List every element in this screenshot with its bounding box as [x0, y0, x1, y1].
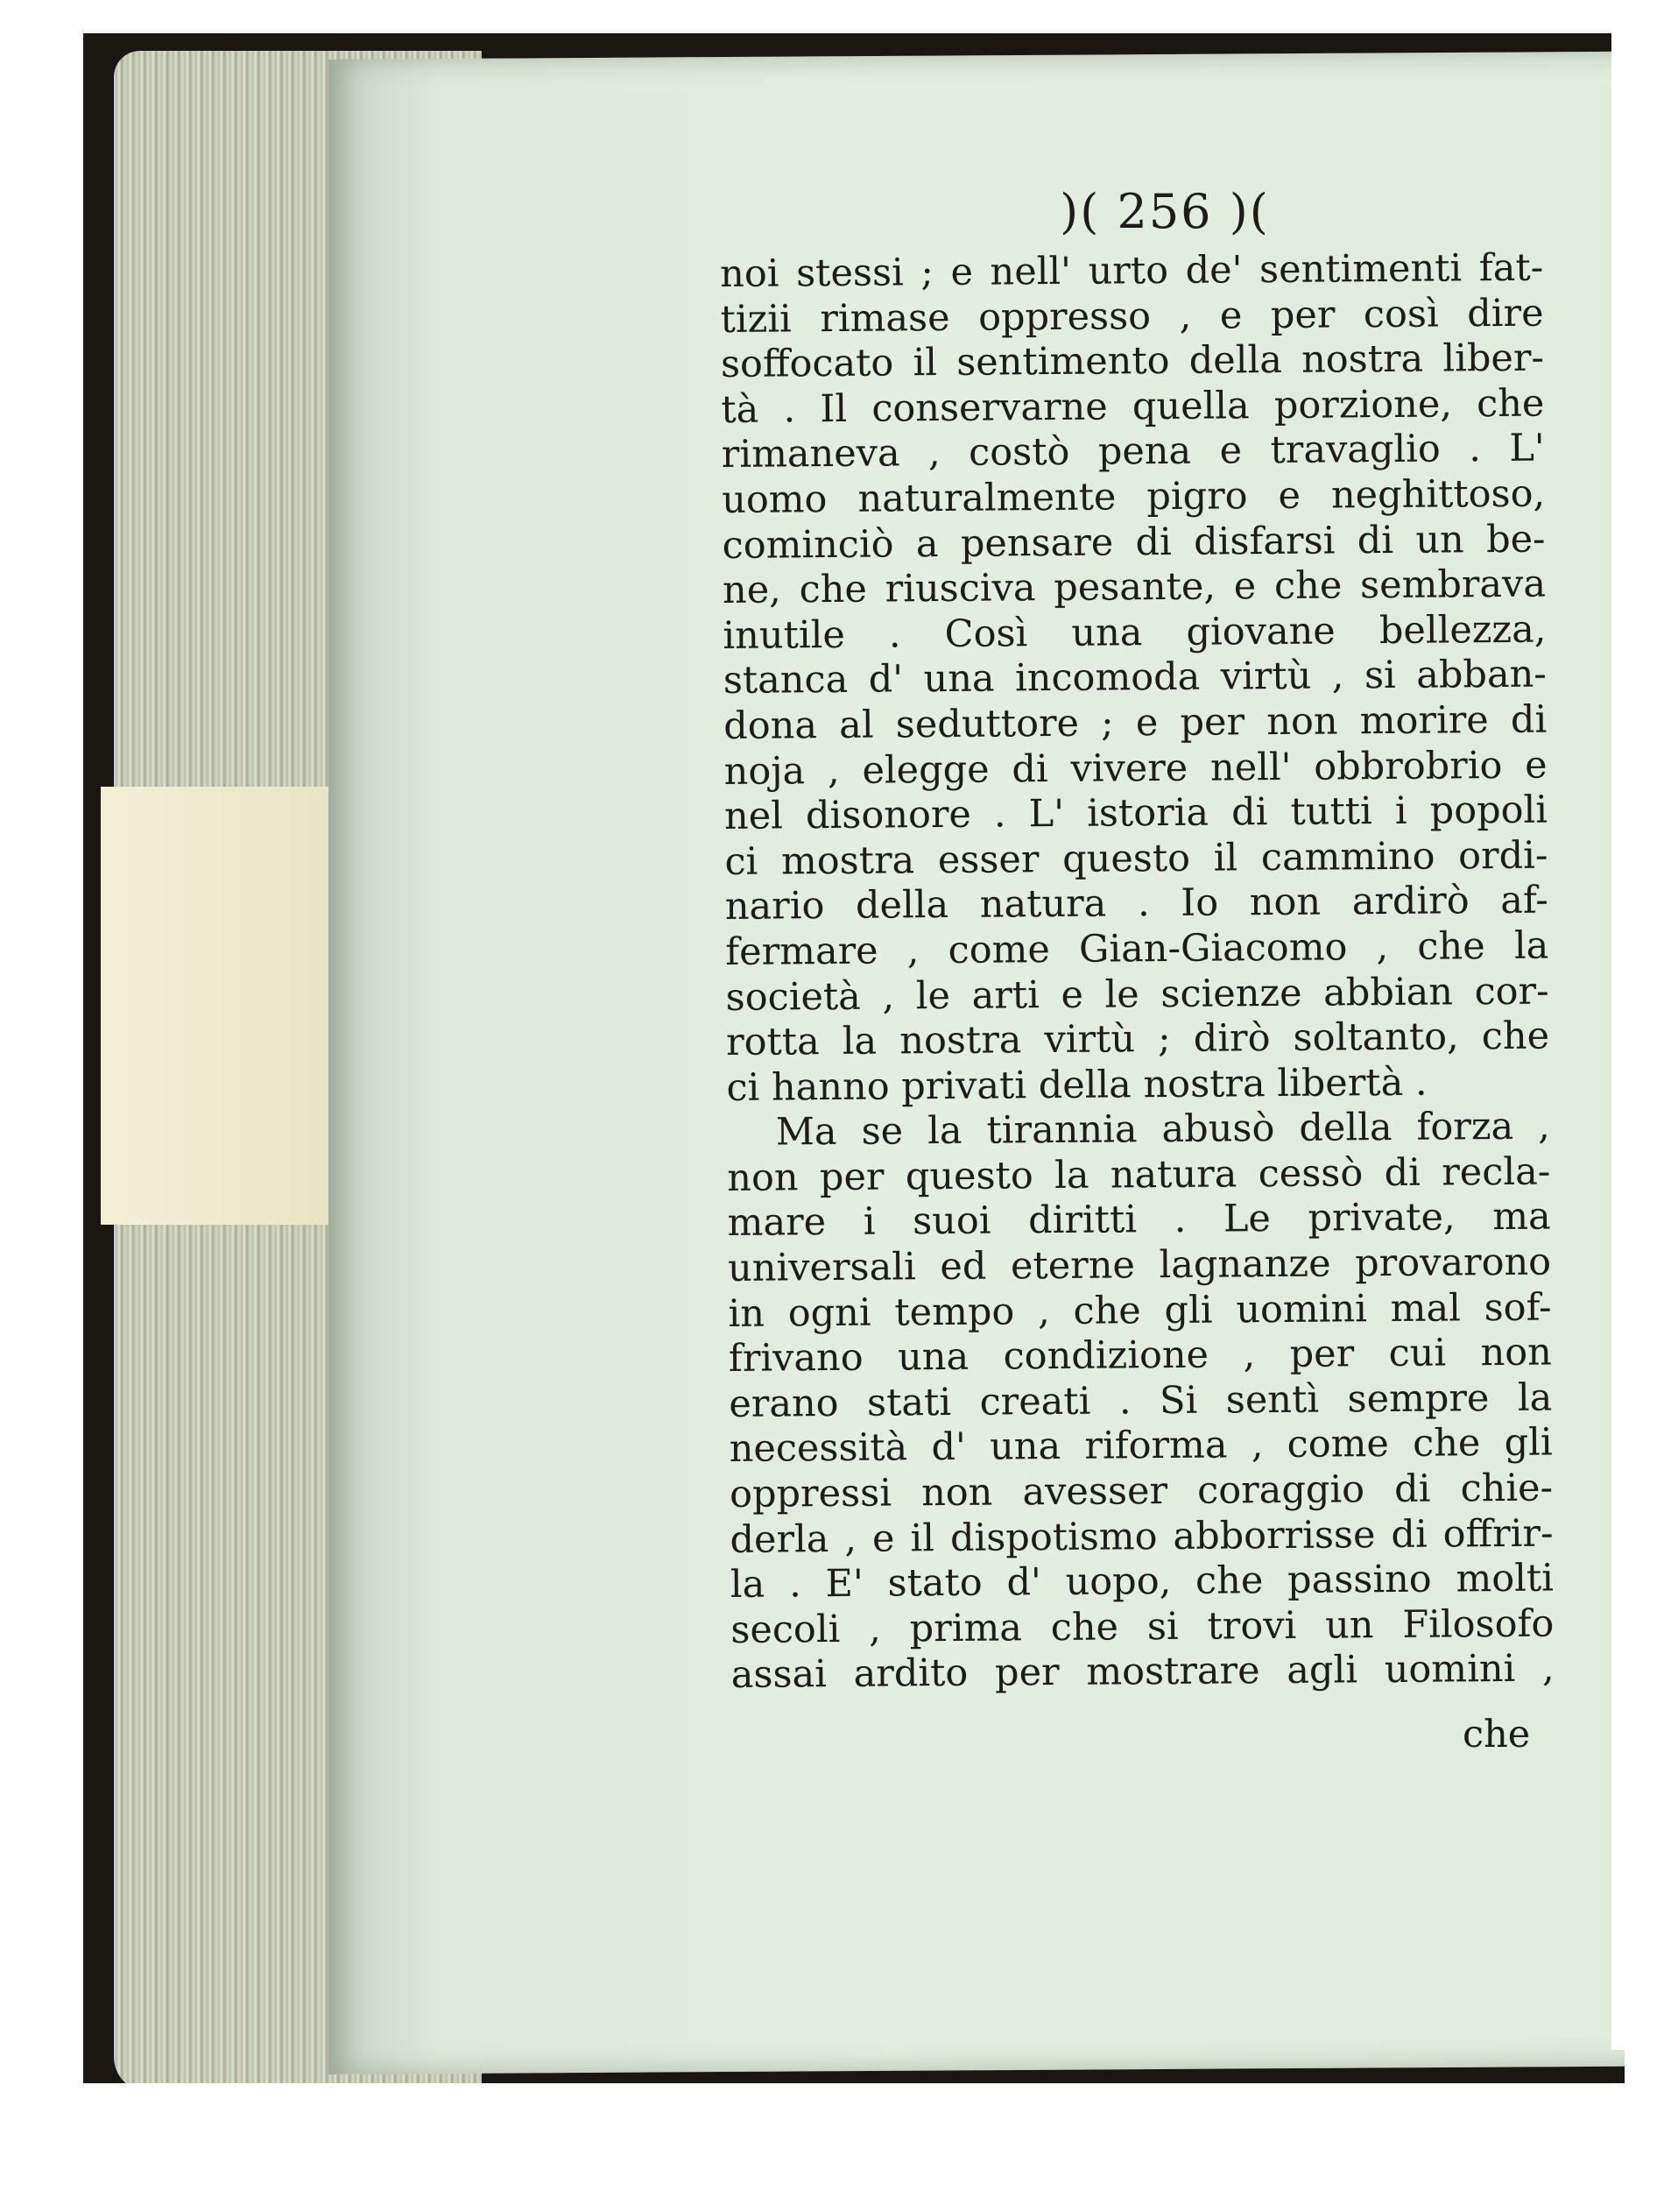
- text-line: soffocato il sentimento della nostra liber-: [720, 336, 1545, 387]
- text-line: uomo naturalmente pigro e neghittoso,: [722, 471, 1546, 522]
- text-line: stanca d' una incomoda virtù , si abban-: [723, 652, 1548, 703]
- text-line: ne, che riusciva pesante, e che sembrava: [722, 562, 1547, 613]
- text-line: nel disonore . L' istoria di tutti i popoli: [723, 788, 1548, 839]
- catchword: che: [1463, 1713, 1531, 1756]
- text-line: Ma se la tirannia abusò della forza ,: [775, 1104, 1551, 1155]
- scan-margin: [1611, 0, 1664, 2050]
- text-line: rimaneva , costò pena e travaglio . L': [721, 426, 1545, 477]
- text-line: rotta la nostra virtù ; dirò soltanto, che: [725, 1014, 1550, 1065]
- text-line: assai ardito per mostrare agli uomini ,: [730, 1646, 1555, 1698]
- text-line: tizii rimase oppresso , e per così dire: [720, 291, 1544, 342]
- text-line: ci hanno privati della nostra libertà .: [726, 1060, 1428, 1110]
- text-line: dona al seduttore ; e per non morire di: [723, 697, 1548, 748]
- text-line: in ogni tempo , che gli uomini mal sof-: [728, 1285, 1552, 1336]
- text-line: tà . Il conservarne quella porzione, che: [721, 381, 1545, 432]
- text-line: la . E' stato d' uopo, che passino molti: [730, 1556, 1555, 1608]
- text-line: noi stessi ; e nell' urto de' sentimenti fat-: [720, 245, 1544, 296]
- text-line: non per questo la natura cessò di recla-: [727, 1149, 1551, 1200]
- text-line: oppressi non avesser coraggio di chie-: [729, 1466, 1554, 1516]
- body-text: [720, 246, 1555, 1699]
- text-line: erano stati creati . Si sentì sempre la: [729, 1375, 1553, 1426]
- page-number-header: )( 256 )(: [1060, 184, 1270, 239]
- text-line: universali ed eterne lagnanze provarono: [727, 1240, 1552, 1291]
- text-line: necessità d' una riforma , come che gli: [729, 1421, 1553, 1472]
- text-line: noja , elegge di vivere nell' obbrobrio e: [723, 743, 1548, 794]
- text-line: frivano una condizione , per cui non: [728, 1330, 1553, 1382]
- text-line: cominciò a pensare di disfarsi di un be-: [722, 517, 1546, 568]
- text-line: fermare , come Gian-Giacomo , che la: [725, 923, 1549, 974]
- text-line: derla , e il dispotismo abborrisse di offrir-: [730, 1511, 1554, 1562]
- text-line: società , le arti e le scienze abbian cor-: [725, 969, 1549, 1020]
- text-line: inutile . Così una giovane bellezza,: [723, 607, 1547, 658]
- text-line: secoli , prima che si trovi un Filosofo: [730, 1601, 1555, 1652]
- text-line: nario della natura . Io non ardirò af-: [724, 878, 1549, 929]
- text-line: mare i suoi diritti . Le private, ma: [727, 1195, 1551, 1246]
- text-line: ci mostra esser questo il cammino ordi-: [724, 833, 1548, 884]
